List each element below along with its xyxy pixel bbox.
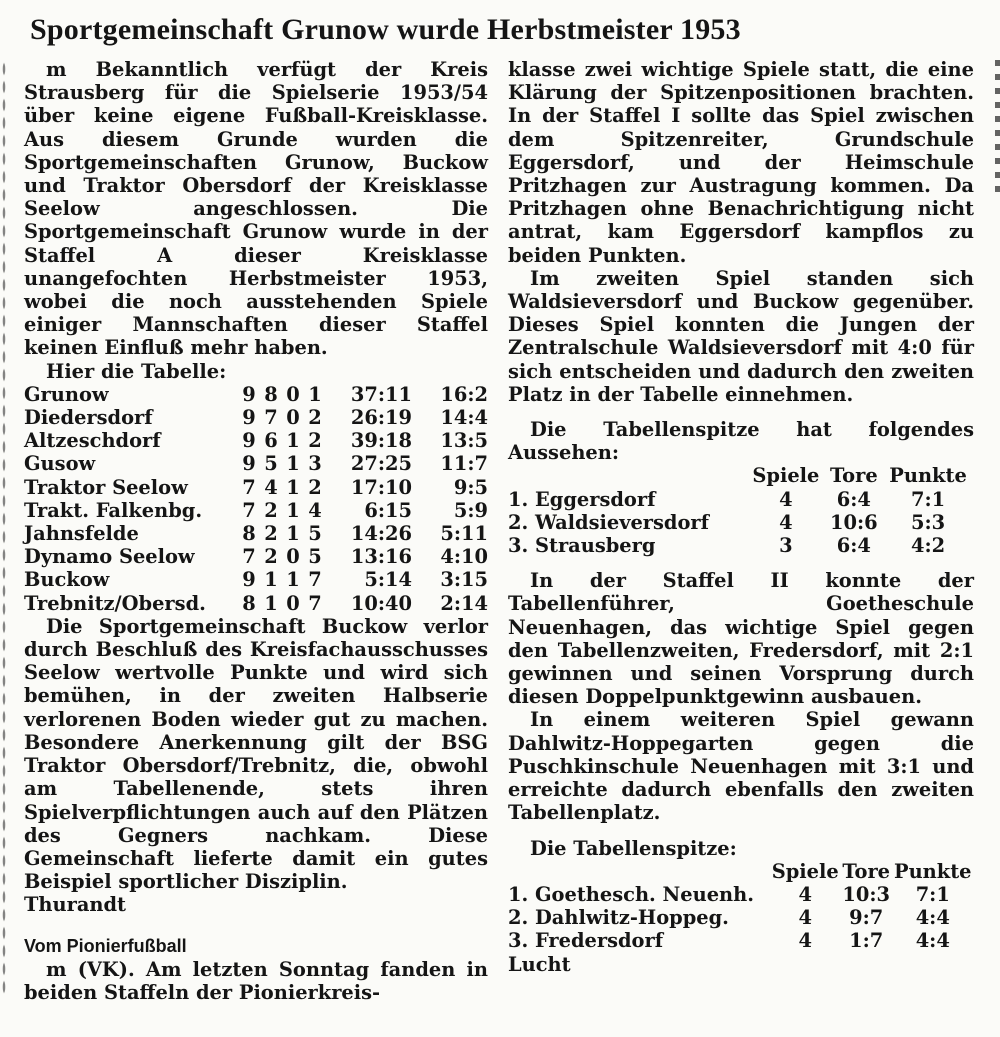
left-column — [24, 58, 488, 1004]
draws: 1 — [286, 429, 300, 453]
losses: 5 — [308, 545, 322, 569]
games-played: 4 — [798, 929, 812, 953]
table-row — [24, 592, 488, 615]
right-column — [508, 58, 974, 976]
staffel-1-table — [508, 464, 974, 557]
goal-ratio: 26:19 — [350, 406, 412, 430]
paragraph-waldsieversdorf: Im zweiten Spiel standen sich Waldsieversdorf und Buckow gegenüber. Dieses Spiel konnten die Jungen der Zentralschule Waldsieversdorf mit 4:0 für sich entscheiden und dadurch den zweiten Platz in der Tabelle einnehmen. — [508, 266, 974, 406]
draws: 0 — [286, 591, 300, 615]
games-played: 4 — [779, 510, 793, 534]
paragraph-buckow: Die Sportgemeinschaft Buckow verlor durch Beschluß des Kreisfachausschusses Seelow wertvolle Punkte und wird sich bemühen, in der zweiten Halbserie verlorenen Boden wieder gut zu machen. Besondere Anerkennung gilt der BSG Traktor Obersdorf/Trebnitz, die, obwohl am Tabellenende, stets ihren Spielverpflichtungen auch auf den Plätzen des Gegners nachkam. Diese Gemeinschaft lieferte damit ein gutes Beispiel sportlicher Disziplin. — [24, 614, 488, 894]
games-played: 8 — [242, 522, 256, 546]
page-edge-marks — [2, 60, 6, 997]
table-row — [24, 476, 488, 499]
table1-intro: Die Tabellenspitze hat folgendes Aussehen: — [508, 418, 974, 465]
team-name: Buckow — [24, 568, 110, 592]
staffel-2-table — [508, 860, 974, 953]
games-played: 7 — [242, 545, 256, 569]
games-played: 8 — [242, 591, 256, 615]
points: 5:3 — [910, 510, 946, 534]
column-header: Spiele — [771, 859, 839, 883]
games-played: 9 — [242, 382, 256, 406]
losses: 5 — [308, 522, 322, 546]
column-header: Tore — [829, 464, 878, 488]
points: 16:2 — [440, 382, 488, 406]
goal-ratio: 10:3 — [842, 882, 890, 906]
wins: 6 — [264, 429, 278, 453]
draws: 0 — [286, 406, 300, 430]
draws: 1 — [286, 452, 300, 476]
team-name: Jahnsfelde — [24, 522, 139, 546]
team-name: 2. Waldsieversdorf — [508, 510, 709, 534]
team-name: Traktor Seelow — [24, 475, 188, 499]
table-intro: Hier die Tabelle: — [46, 359, 227, 383]
points: 13:5 — [440, 429, 488, 453]
points: 7:1 — [915, 882, 950, 906]
wins: 8 — [264, 382, 278, 406]
points: 14:4 — [440, 406, 488, 430]
team-name: Altzeschdorf — [24, 429, 161, 453]
draws: 1 — [286, 568, 300, 592]
table-row — [508, 883, 974, 906]
points: 5:9 — [453, 498, 488, 522]
wins: 2 — [264, 498, 278, 522]
losses: 2 — [308, 406, 322, 430]
goal-ratio: 9:7 — [849, 906, 884, 930]
team-name: 1. Goethesch. Neuenh. — [508, 882, 754, 906]
draws: 0 — [286, 382, 300, 406]
table-row — [508, 906, 974, 929]
games-played: 9 — [242, 568, 256, 592]
wins: 2 — [264, 522, 278, 546]
table-row — [24, 568, 488, 591]
table-row — [508, 511, 974, 534]
author-lucht: Lucht — [508, 952, 571, 976]
intro-paragraph: m Bekanntlich verfügt der Kreis Strausberg für die Spielserie 1953/54 über keine eigene Fußball-Kreisklasse. Aus diesem Grunde wurden die Sportgemeinschaften Grunow, Buckow und Traktor Obersdorf der Kreisklasse Seelow angeschlossen. Die Sportgemeinschaft Grunow wurde in der Staffel A dieser Kreisklasse unangefochten Herbstmeister 1953, wobei die noch ausstehenden Spiele einiger Mannschaften dieser Staffel keinen Einfluß mehr haben. — [24, 58, 488, 360]
team-name: Trakt. Falkenbg. — [24, 498, 203, 522]
draws: 1 — [286, 498, 300, 522]
goal-ratio: 39:18 — [350, 429, 412, 453]
wins: 1 — [264, 591, 278, 615]
points: 4:4 — [915, 929, 950, 953]
goal-ratio: 14:26 — [350, 522, 412, 546]
wins: 1 — [264, 568, 278, 592]
goal-ratio: 17:10 — [350, 475, 412, 499]
losses: 4 — [308, 498, 322, 522]
wins: 7 — [264, 406, 278, 430]
points: 11:7 — [440, 452, 488, 476]
league-table — [24, 383, 488, 615]
games-played: 7 — [242, 475, 256, 499]
draws: 0 — [286, 545, 300, 569]
losses: 7 — [308, 568, 322, 592]
losses: 2 — [308, 475, 322, 499]
points: 7:1 — [910, 487, 946, 511]
team-name: 2. Dahlwitz-Hoppeg. — [508, 906, 729, 930]
points: 4:10 — [440, 545, 488, 569]
losses: 3 — [308, 452, 322, 476]
draws: 1 — [286, 475, 300, 499]
table-row — [508, 534, 974, 557]
paragraph-pionier: m (VK). Am letzten Sonntag fanden in beiden Staffeln der Pionierkreis- — [24, 957, 488, 1004]
points: 3:15 — [440, 568, 488, 592]
table-row — [24, 452, 488, 475]
games-played: 9 — [242, 429, 256, 453]
table-row — [24, 499, 488, 522]
games-played: 7 — [242, 498, 256, 522]
team-name: 3. Strausberg — [508, 534, 656, 558]
headline: Sportgemeinschaft Grunow wurde Herbstmeister 1953 — [30, 13, 741, 46]
games-played: 4 — [798, 906, 812, 930]
column-header: Punkte — [889, 464, 967, 488]
losses: 2 — [308, 429, 322, 453]
team-name: 3. Fredersdorf — [508, 929, 664, 953]
table-row — [508, 929, 974, 952]
games-played: 9 — [242, 452, 256, 476]
table-row — [24, 383, 488, 406]
games-played: 4 — [779, 487, 793, 511]
table-row — [24, 406, 488, 429]
column-header: Spiele — [752, 464, 820, 488]
points: 9:5 — [453, 475, 488, 499]
points: 4:4 — [915, 906, 950, 930]
team-name: Gusow — [24, 452, 96, 476]
team-name: Diedersdorf — [24, 406, 153, 430]
goal-ratio: 6:4 — [836, 487, 871, 511]
games-played: 9 — [242, 406, 256, 430]
author-thurandt: Thurandt — [24, 893, 127, 917]
table-row — [24, 522, 488, 545]
points: 2:14 — [440, 591, 488, 615]
goal-ratio: 27:25 — [350, 452, 412, 476]
losses: 1 — [308, 382, 322, 406]
team-name: Grunow — [24, 382, 109, 406]
goal-ratio: 6:15 — [364, 498, 412, 522]
wins: 4 — [264, 475, 278, 499]
games-played: 3 — [779, 534, 793, 558]
points: 5:11 — [440, 522, 488, 546]
games-played: 4 — [798, 882, 812, 906]
paragraph-dahlwitz: In einem weiteren Spiel gewann Dahlwitz-Hoppegarten gegen die Puschkinschule Neuenhagen mit 3:1 und erreichte dadurch ebenfalls den zweiten Tabellenplatz. — [508, 708, 974, 825]
team-name: Dynamo Seelow — [24, 545, 195, 569]
paragraph-staffel-2: In der Staffel II konnte der Tabellenführer, Goetheschule Neuenhagen, das wichtige Spiel gegen den Tabellenzweiten, Fredersdorf, mit 2:1 gewinnen und seinen Vorsprung durch diesen Doppelpunktgewinn ausbauen. — [508, 569, 974, 709]
wins: 2 — [264, 545, 278, 569]
table-row — [24, 545, 488, 568]
goal-ratio: 10:40 — [350, 591, 412, 615]
table-row — [508, 488, 974, 511]
goal-ratio: 6:4 — [836, 534, 871, 558]
goal-ratio: 13:16 — [350, 545, 412, 569]
table2-intro: Die Tabellenspitze: — [530, 836, 737, 860]
team-name: Trebnitz/Obersd. — [24, 591, 206, 615]
goal-ratio: 10:6 — [830, 510, 878, 534]
table-row — [24, 429, 488, 452]
goal-ratio: 1:7 — [849, 929, 884, 953]
points: 4:2 — [910, 534, 946, 558]
page-edge-right — [995, 60, 1000, 200]
goal-ratio: 37:11 — [350, 382, 412, 406]
team-name: 1. Eggersdorf — [508, 487, 656, 511]
goal-ratio: 5:14 — [364, 568, 412, 592]
draws: 1 — [286, 522, 300, 546]
subhead-pionierfussball: Vom Pionierfußball — [24, 935, 187, 956]
losses: 7 — [308, 591, 322, 615]
wins: 5 — [264, 452, 278, 476]
column-header: Punkte — [894, 859, 972, 883]
paragraph-staffel-1: klasse zwei wichtige Spiele statt, die eine Klärung der Spitzenpositionen brachten. In der Staffel I sollte das Spiel zwischen dem Spitzenreiter, Grundschule Eggersdorf, und der Heimschule Pritzhagen zur Austragung kommen. Da Pritzhagen ohne Benachrichtigung nicht antrat, kam Eggersdorf kampflos zu beiden Punkten. — [508, 58, 974, 267]
column-header: Tore — [842, 859, 891, 883]
